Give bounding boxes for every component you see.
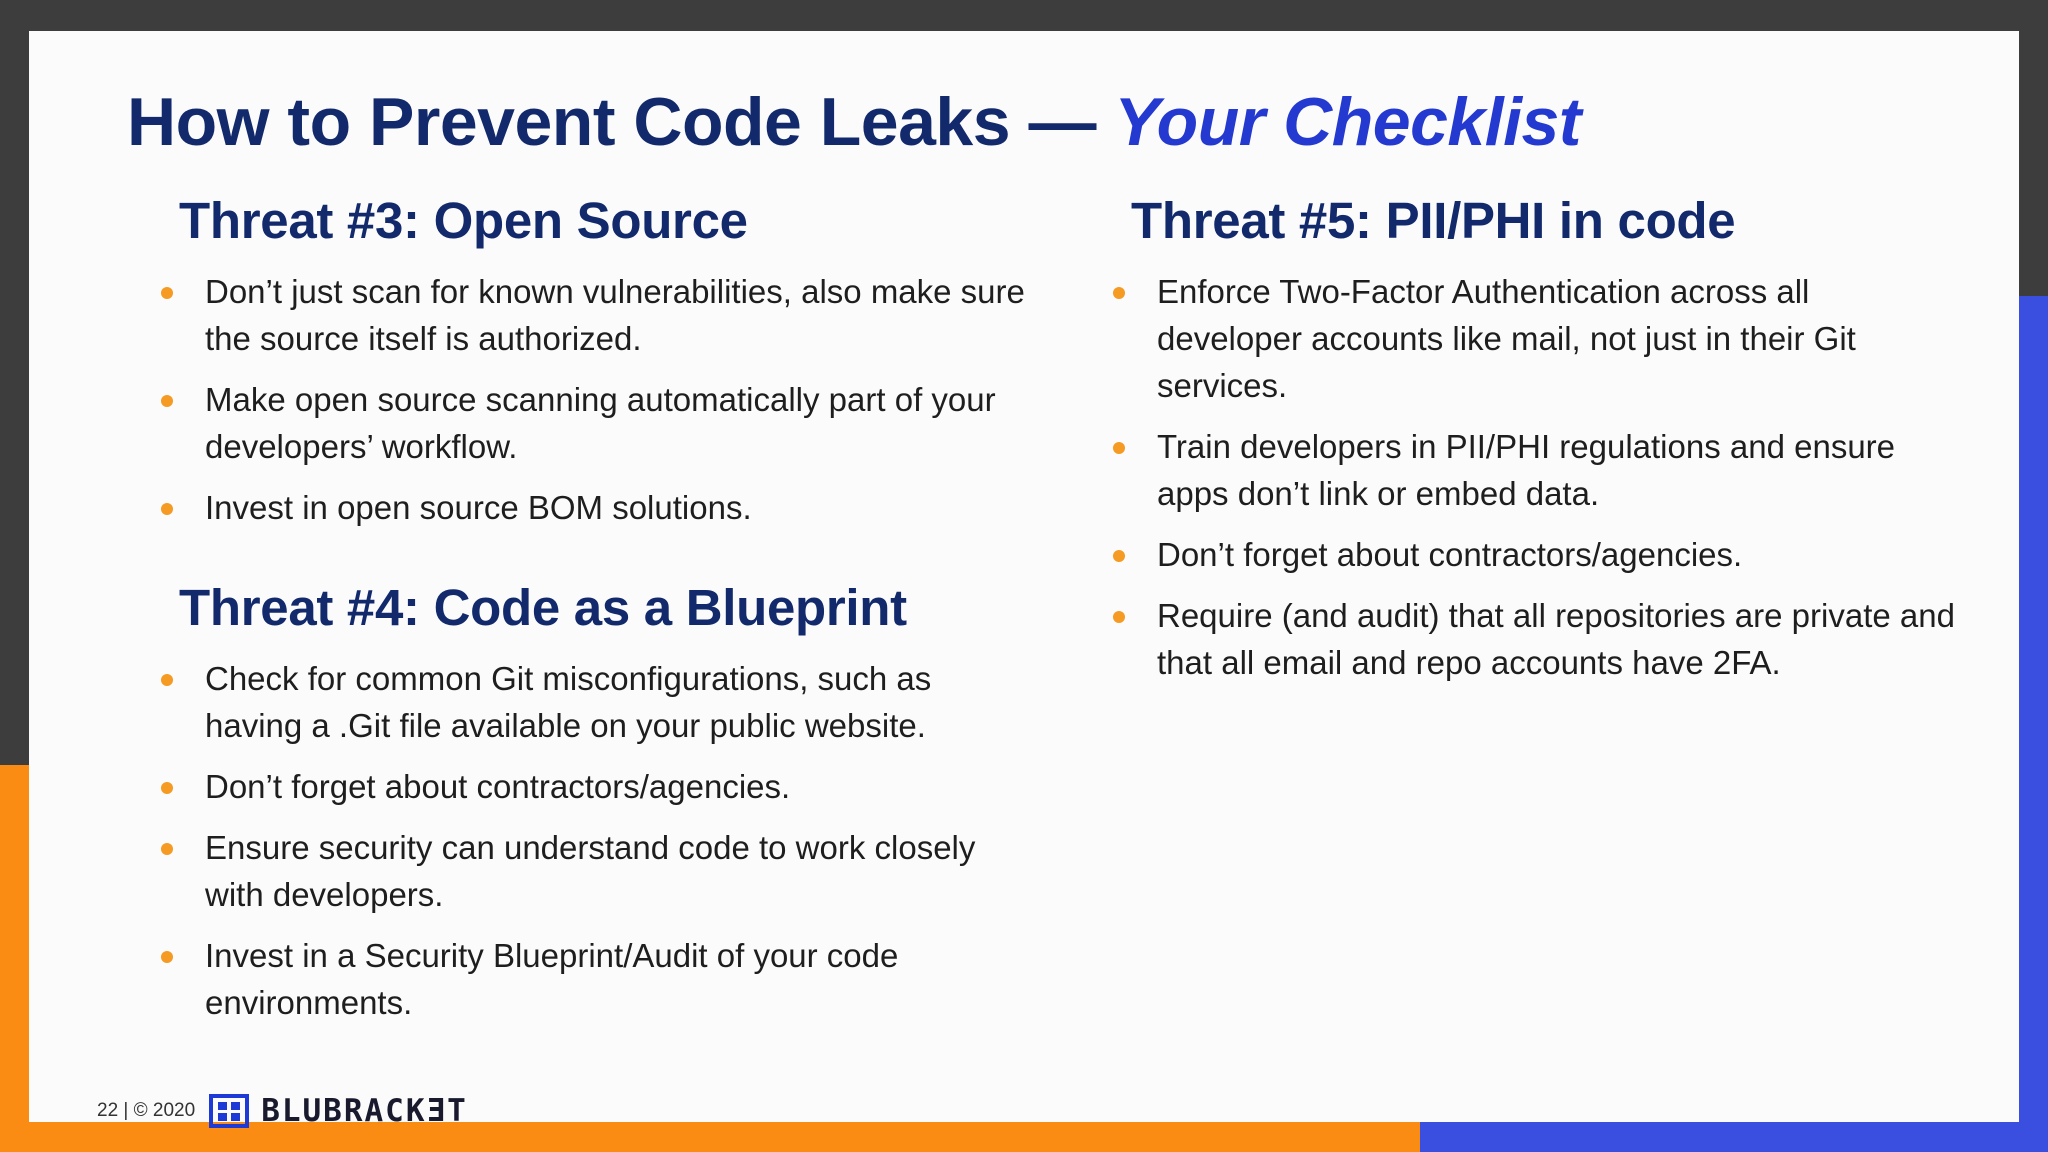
- list-item: [129, 484, 1029, 531]
- list-item-text: Invest in open source BOM solutions.: [205, 489, 752, 526]
- threat-5-list: [1081, 268, 1961, 686]
- list-item: [129, 268, 1029, 362]
- bullet-icon: [1113, 287, 1125, 299]
- list-item-text: Require (and audit) that all repositories are private and that all email and repo accounts have 2FA.: [1157, 597, 1955, 681]
- list-item-text: Make open source scanning automatically part of your developers’ workflow.: [205, 381, 996, 465]
- list-item: [1081, 268, 1961, 409]
- list-item-text: Don’t just scan for known vulnerabilities, also make sure the source itself is authorized.: [205, 273, 1025, 357]
- list-item: [1081, 531, 1961, 578]
- threat-3-list: [129, 268, 1029, 531]
- page-number: 22 | © 2020: [97, 1100, 196, 1121]
- slide-title: [127, 83, 1581, 161]
- list-item: [129, 655, 1029, 749]
- slide-footer: [97, 1093, 468, 1129]
- list-item-text: Don’t forget about contractors/agencies.: [1157, 536, 1743, 573]
- bullet-icon: [161, 287, 173, 299]
- bullet-icon: [161, 951, 173, 963]
- list-item: [129, 376, 1029, 470]
- slide-title-accent: Your Checklist: [1114, 84, 1581, 160]
- list-item: [1081, 423, 1961, 517]
- list-item-text: Don’t forget about contractors/agencies.: [205, 768, 791, 805]
- list-item: [129, 932, 1029, 1026]
- threat-4-list: [129, 655, 1029, 1026]
- slide-canvas: [29, 31, 2019, 1129]
- threat-3-section: [129, 191, 1029, 545]
- list-item: [129, 763, 1029, 810]
- list-item-text: Invest in a Security Blueprint/Audit of your code environments.: [205, 937, 899, 1021]
- list-item: [129, 824, 1029, 918]
- bullet-icon: [161, 395, 173, 407]
- threat-5-heading: Threat #5: PII/PHI in code: [1131, 192, 1736, 249]
- bullet-icon: [1113, 550, 1125, 562]
- blubracket-logo-text: BLUBRACKƎT: [261, 1093, 468, 1129]
- threat-4-heading: Threat #4: Code as a Blueprint: [179, 579, 907, 636]
- slide-title-main: How to Prevent Code Leaks —: [127, 84, 1115, 160]
- list-item: [1081, 592, 1961, 686]
- list-item-text: Enforce Two-Factor Authentication across all developer accounts like mail, not just in their Git services.: [1157, 273, 1856, 404]
- threat-5-section: [1081, 191, 1961, 700]
- bullet-icon: [1113, 611, 1125, 623]
- bullet-icon: [1113, 442, 1125, 454]
- threat-3-heading: Threat #3: Open Source: [179, 192, 748, 249]
- bullet-icon: [161, 782, 173, 794]
- blubracket-logo-icon: [209, 1094, 249, 1128]
- list-item-text: Check for common Git misconfigurations, such as having a .Git file available on your public website.: [205, 660, 932, 744]
- list-item-text: Train developers in PII/PHI regulations and ensure apps don’t link or embed data.: [1157, 428, 1896, 512]
- threat-4-section: [129, 578, 1029, 1040]
- bullet-icon: [161, 503, 173, 515]
- list-item-text: Ensure security can understand code to work closely with developers.: [205, 829, 976, 913]
- bullet-icon: [161, 843, 173, 855]
- bullet-icon: [161, 674, 173, 686]
